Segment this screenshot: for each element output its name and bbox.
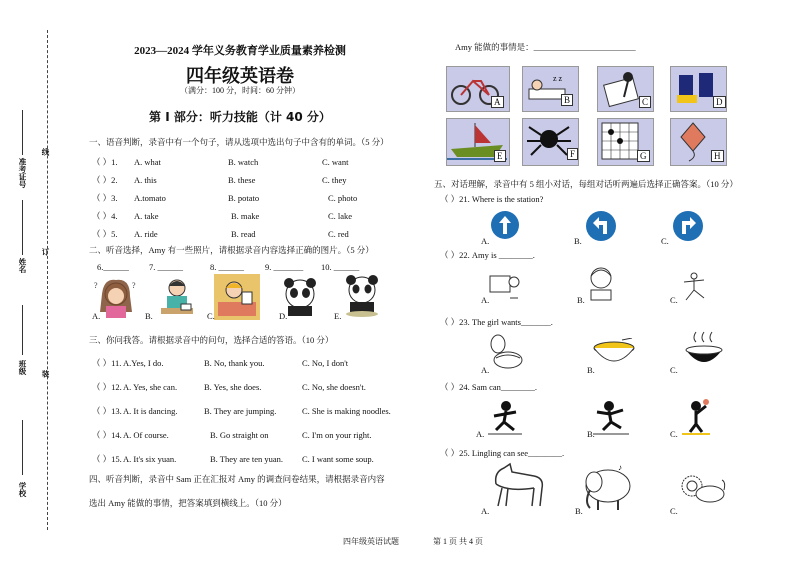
option-c: C. want — [322, 157, 349, 167]
blank-line — [22, 200, 24, 255]
option-c: C. they — [322, 175, 347, 185]
opt-c: C. — [670, 295, 678, 305]
option-b: B. They are ten yuan. — [210, 454, 284, 464]
option-b: B. They are jumping. — [204, 406, 277, 416]
question-23: （ ）23. The girl wants_______. — [440, 317, 553, 327]
blank-line — [22, 420, 24, 475]
footer-title: 四年级英语试题 — [343, 537, 399, 546]
opt-a: A. — [481, 236, 490, 246]
right-turn-sign-icon — [672, 210, 704, 242]
q-num: （ ）4. — [92, 211, 118, 221]
q-num: （ ）11. — [92, 358, 122, 368]
option-c: C. red — [328, 229, 349, 239]
opt-b: B. — [587, 429, 595, 439]
section3-heading: 三、你问我答。请根据录音中的问句，选择合适的答语。（10 分） — [89, 335, 334, 345]
pic-label: B — [561, 94, 573, 106]
svg-text:♪: ♪ — [618, 463, 622, 472]
girl-reading-picture — [155, 276, 201, 320]
horse-picture — [488, 462, 552, 512]
noodle-bowl-picture — [592, 338, 636, 368]
q-num: （ ）5. — [92, 229, 118, 239]
q-num: （ ）14. — [92, 430, 122, 440]
exam-info: （满分：100 分，时间：60 分钟） — [180, 86, 300, 95]
pic-label: D — [713, 96, 726, 108]
pic-label-a: A. — [92, 311, 101, 321]
option-b: B. Yes, she does. — [204, 382, 262, 392]
section2-heading: 二、听音选择，Amy 有一些照片，请根据录音内容选择正确的图片。（5 分） — [89, 245, 374, 255]
opt-c: C. — [670, 506, 678, 516]
answer-blank: 10. ______ — [321, 262, 360, 272]
q-num: （ ）3. — [92, 193, 118, 203]
option-a: A. this — [134, 175, 157, 185]
blank-line — [22, 110, 24, 155]
option-b: B. read — [231, 229, 256, 239]
pic-label-d: D. — [279, 311, 288, 321]
binding-mark-xian: 线 — [41, 148, 50, 156]
exam-subtitle: 四年级英语卷 — [186, 66, 294, 87]
left-turn-sign-icon — [585, 210, 617, 242]
option-a: A. what — [134, 157, 161, 167]
option-c: C. She is making noodles. — [302, 406, 391, 416]
question-24: （ ）24. Sam can________. — [440, 382, 538, 392]
option-b: B. these — [228, 175, 256, 185]
answer-blank: 9. _______ — [265, 262, 304, 272]
answer-blank: 7. ______ — [149, 262, 183, 272]
pic-label: C — [639, 96, 651, 108]
q-num: （ ）1. — [92, 157, 118, 167]
binding-line — [47, 30, 48, 530]
opt-c: C. — [670, 365, 678, 375]
opt-a: A. — [476, 429, 485, 439]
q-num: （ ）12. — [92, 382, 122, 392]
opt-c: C. — [661, 236, 669, 246]
opt-a: A. — [481, 365, 490, 375]
pic-label-b: B. — [145, 311, 153, 321]
opt-a: A. — [481, 295, 490, 305]
svg-text:?: ? — [132, 281, 136, 290]
svg-text:z z: z z — [553, 74, 563, 83]
pic-label: A — [491, 96, 504, 108]
opt-a: A. — [481, 506, 490, 516]
option-c: C. I'm on your right. — [302, 430, 372, 440]
option-a: A.Yes, I do. — [123, 358, 164, 368]
tv-watching-picture — [488, 268, 522, 302]
section4-heading-line1: 四、听音判断，录音中 Sam 正在汇报对 Amy 的调查问卷结果，请根据录音内容 — [89, 474, 385, 484]
pic-label: G — [637, 150, 650, 162]
svg-text:?: ? — [94, 281, 98, 290]
answer-blank: 6.______ — [97, 262, 129, 272]
question-22: （ ）22. Amy is ________. — [440, 250, 535, 260]
option-c: C. I want some soup. — [302, 454, 374, 464]
option-c: C. No, I don't — [302, 358, 349, 368]
pic-label: H — [711, 150, 724, 162]
section1-heading: 一、语音判断，录音中有一个句子，请从选项中选出句子中含有的单词。（5 分） — [89, 137, 389, 147]
basketball-kid-icon — [680, 398, 712, 436]
girl-reading-icon — [583, 266, 619, 304]
question-25: （ ）25. Lingling can see________. — [440, 448, 565, 458]
opt-c: C. — [670, 429, 678, 439]
label-class: 班级 — [18, 360, 27, 375]
answer-blank: 8. ______ — [210, 262, 244, 272]
label-school: 学校 — [18, 482, 27, 497]
section5-heading: 五、对话理解，录音中有 5 组小对话，每组对话听两遍后选择正确答案。（10 分） — [434, 179, 738, 189]
option-a: A. Yes, she can. — [123, 382, 178, 392]
option-a: A. Of course. — [123, 430, 169, 440]
noodles-egg-picture — [486, 334, 524, 370]
panda-eating-picture — [340, 274, 384, 318]
footer-page-number: 第 1 页 共 4 页 — [433, 537, 483, 546]
running-kid-icon — [488, 400, 522, 436]
q-num: （ ）2. — [92, 175, 118, 185]
binding-mark-ding: 订 — [41, 248, 50, 256]
girl-on-bed-picture — [214, 274, 260, 320]
pic-label: F — [567, 148, 578, 160]
opt-b: B. — [575, 506, 583, 516]
option-b: B. make — [231, 211, 260, 221]
option-c: C. photo — [328, 193, 358, 203]
option-c: C. No, she doesn't. — [302, 382, 366, 392]
straight-arrow-sign-icon — [490, 210, 520, 240]
pic-label-c: C. — [207, 311, 215, 321]
option-c: C. lake — [328, 211, 353, 221]
section4-heading-line2: 选出 Amy 能做的事情，把答案填到横线上。（10 分） — [89, 498, 287, 508]
elephant-picture — [578, 460, 638, 512]
pic-label: E — [494, 150, 506, 162]
section4-answer-line: Amy 能做的事情是：________________________ — [455, 42, 636, 52]
option-b: B. watch — [228, 157, 259, 167]
opt-b: B. — [577, 295, 585, 305]
lion-picture — [680, 472, 726, 508]
option-b: B. No, thank you. — [204, 358, 265, 368]
option-a: A.tomato — [134, 193, 166, 203]
jumping-kid-icon — [593, 400, 629, 436]
opt-b: B. — [574, 236, 582, 246]
opt-b: B. — [587, 365, 595, 375]
soup-bowl-picture — [684, 330, 724, 372]
q-num: （ ）15. — [92, 454, 122, 464]
q-num: （ ）13. — [92, 406, 122, 416]
option-a: A. take — [134, 211, 159, 221]
option-b: B. potato — [228, 193, 260, 203]
option-a: A. It's six yuan. — [123, 454, 177, 464]
part-title: 第 I 部分：听力技能（计 40 分） — [149, 110, 331, 124]
option-b: B. Go straight on — [210, 430, 269, 440]
pic-label-e: E. — [334, 311, 342, 321]
option-a: A. It is dancing. — [123, 406, 178, 416]
binding-mark-zhuang: 装 — [41, 370, 50, 378]
blank-line — [22, 305, 24, 355]
label-exam-number: 准考证号 — [18, 158, 27, 188]
dancing-girl-icon — [678, 270, 710, 302]
label-name: 姓名 — [18, 258, 27, 273]
option-a: A. ride — [134, 229, 158, 239]
question-21: （ ）21. Where is the station? — [440, 194, 544, 204]
exam-title: 2023—2024 学年义务教育学业质量素养检测 — [134, 45, 346, 57]
